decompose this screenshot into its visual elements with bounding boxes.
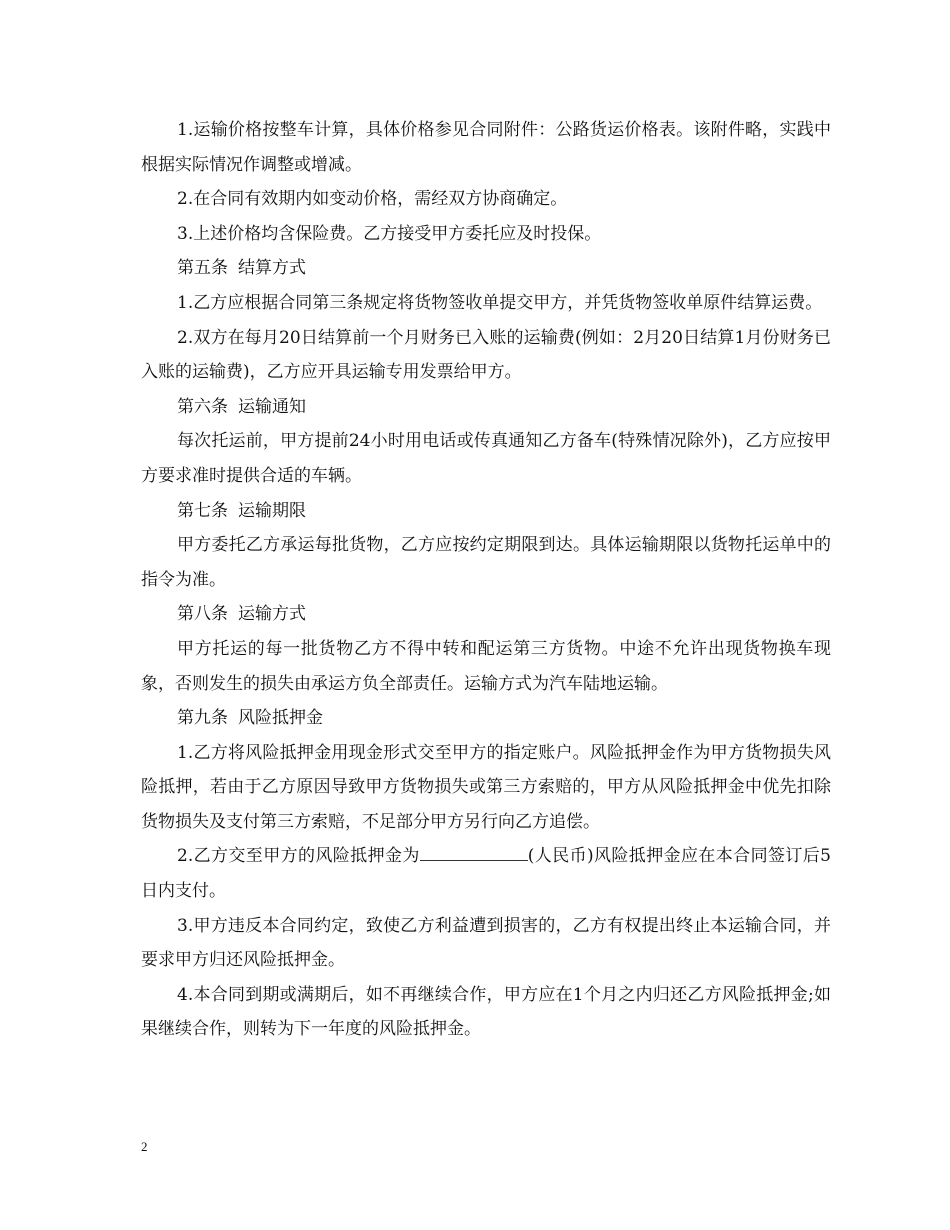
section-title: 风险抵押金 [238, 708, 323, 729]
section-number: 第七条 [177, 500, 228, 521]
section-number: 第八条 [177, 604, 228, 625]
paragraph-deposit-4: 4.本合同到期或满期后，如不再继续合作，甲方应在1个月之内归还乙方风险抵押金;如果继续合作，则转为下一年度的风险抵押金。 [141, 984, 831, 1040]
paragraph-price-1: 1.运输价格按整车计算，具体价格参见合同附件：公路货运价格表。该附件略，实践中根据实际情况作调整或增减。 [141, 120, 831, 175]
section-number: 第六条 [177, 396, 228, 417]
paragraph-deposit-2 [141, 839, 831, 908]
deposit-text-before: 2.乙方交至甲方的风险抵押金为 [177, 846, 420, 867]
section-title: 运输期限 [238, 500, 306, 521]
page-number: 2 [141, 1139, 148, 1154]
paragraph-term: 甲方委托乙方承运每批货物，乙方应按约定期限到达。具体运输期限以货物托运单中的指令为准。 [141, 535, 831, 590]
deposit-text-after: (人民币)风险抵押金应在本合同签订后5日内支付。 [141, 846, 831, 902]
paragraph-deposit-1: 1.乙方将风险抵押金用现金形式交至甲方的指定账户。风险抵押金作为甲方货物损失风险抵押，若由于乙方原因导致甲方货物损失或第三方索赔的，甲方从风险抵押金中优先扣除货物损失及支付第三方索赔，不足部分甲方另行向乙方追偿。 [141, 742, 831, 832]
paragraph-settlement-1: 1.乙方应根据合同第三条规定将货物签收单提交甲方，并凭货物签收单原件结算运费。 [177, 292, 823, 313]
paragraph-method: 甲方托运的每一批货物乙方不得中转和配运第三方货物。中途不允许出现货物换车现象，否则发生的损失由承运方负全部责任。运输方式为汽车陆地运输。 [141, 638, 831, 694]
section-heading-5 [141, 251, 831, 286]
section-heading-9 [141, 701, 831, 736]
document-body [141, 113, 831, 1047]
section-number: 第九条 [177, 708, 228, 729]
paragraph-notice: 每次托运前，甲方提前24小时用电话或传真通知乙方备车(特殊情况除外)，乙方应按甲方要求准时提供合适的车辆。 [141, 431, 831, 486]
paragraph-settlement-2: 2.双方在每月20日结算前一个月财务已入账的运输费(例如：2月20日结算1月份财务已入账的运输费)，乙方应开具运输专用发票给甲方。 [141, 327, 831, 383]
section-title: 运输方式 [238, 604, 306, 625]
paragraph-price-3: 3.上述价格均含保险费。乙方接受甲方委托应及时投保。 [177, 223, 602, 244]
section-number: 第五条 [177, 258, 228, 279]
section-heading-8 [141, 597, 831, 632]
section-heading-6 [141, 390, 831, 425]
section-heading-7 [141, 494, 831, 529]
deposit-amount-blank [420, 844, 528, 861]
section-title: 运输通知 [238, 396, 306, 417]
section-title: 结算方式 [238, 258, 306, 279]
paragraph-price-2: 2.在合同有效期内如变动价格，需经双方协商确定。 [177, 189, 568, 210]
paragraph-deposit-3: 3.甲方违反本合同约定，致使乙方利益遭到损害的，乙方有权提出终止本运输合同，并要求甲方归还风险抵押金。 [141, 915, 831, 971]
